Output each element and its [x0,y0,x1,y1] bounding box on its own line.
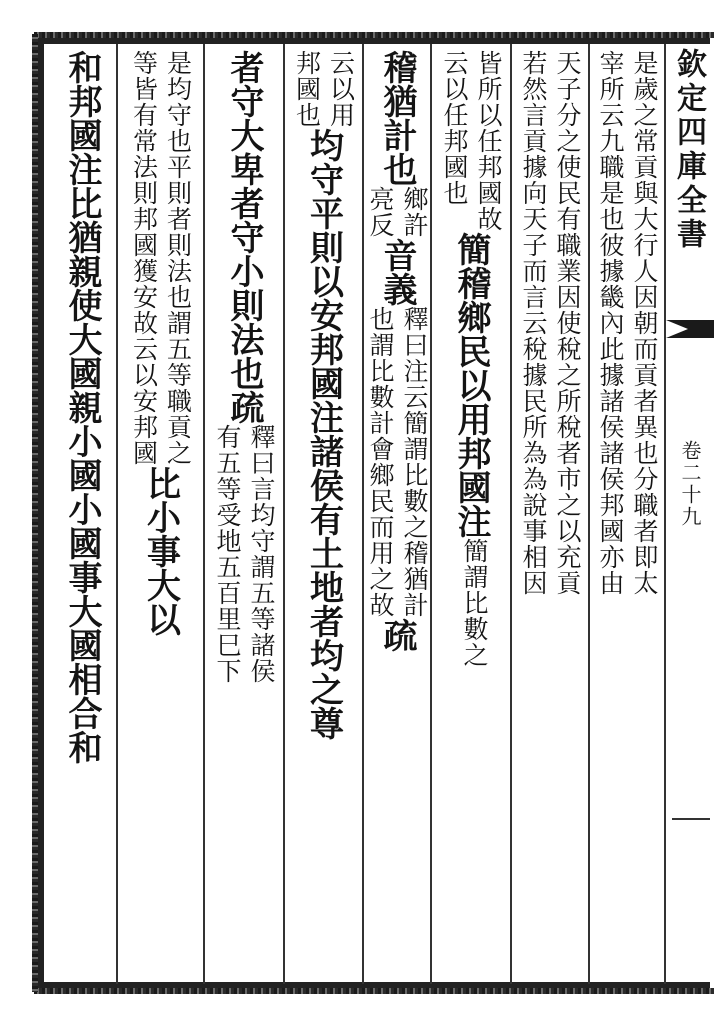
text-column-3 [432,50,510,985]
commentary-line: 是歲之常貢與大行人因朝而貢者異也分職者即太 [630,50,659,596]
main-text-segment: 簡稽鄉民以用邦國 [451,232,491,504]
commentary-line: 邦國也 [292,50,322,128]
commentary-line: 若然言貢據向天子而言云稅據民所為為說事相因 [519,50,548,596]
commentary-segment [293,50,355,128]
commentary-line: 皆所以任邦國故 [474,50,503,232]
commentary-line: 也謂比數計會鄉民而用之故 [366,306,395,618]
fish-tail-icon [666,316,714,342]
text-column-2 [512,50,588,985]
main-text-segment: 稽猶計也 [377,50,417,186]
text-column-1 [590,50,664,985]
main-text-segment: 音義 [377,238,417,306]
page-frame-bottom-edge [34,988,714,994]
juan-number: 卷二十九 [678,440,702,528]
commentary-segment [366,186,428,238]
main-text-segment: 比小事大以 [140,466,181,636]
commentary-line: 宰所云九職是也彼據畿內此據諸侯諸侯邦國亦由 [596,50,625,596]
text-column-5 [285,50,362,985]
commentary-line: 釋曰言均守謂五等諸侯 [247,424,276,684]
commentary-segment [519,50,581,596]
commentary-line: 鄉許 [400,186,429,238]
main-text-segment: 疏 [224,390,264,424]
commentary-line: 有五等受地五百里巳下 [213,424,242,684]
main-text-segment: 注 [303,400,344,434]
main-text-segment: 比猶親使大國親小國小國事大國相合和 [62,186,102,764]
header-column [666,48,710,298]
commentary-line: 等皆有常法則邦國獲安故云以安邦國 [129,50,159,466]
main-text-segment: 疏 [377,618,417,652]
text-column-6 [205,50,283,985]
commentary-segment [366,306,428,618]
commentary-line: 云以任邦國也 [440,50,469,206]
commentary-segment [130,50,192,466]
text-column-8 [48,50,116,985]
main-text-segment: 諸侯有土地者均之尊 [303,434,344,740]
commentary-line: 云以用 [326,50,356,128]
main-text-segment: 和邦國 [62,50,102,152]
main-text-segment: 注 [62,152,102,186]
book-title: 欽定四庫全書 [671,48,706,252]
commentary-line: 天子分之使民有職業因使稅之所稅者市之以充貢 [553,50,582,596]
main-text-segment: 均守平則以安邦國 [303,128,344,400]
commentary-line: 是均守也平則者則法也謂五等職貢之 [163,50,193,466]
main-text-segment: 者守大卑者守小則法也 [224,50,264,390]
commentary-segment [454,538,488,668]
commentary-segment [440,50,502,232]
commentary-line: 簡謂比數之 [460,538,489,668]
text-column-7 [118,50,203,985]
commentary-line: 釋曰注云簡謂比數之稽猶計 [400,306,429,618]
header-mark [672,818,710,820]
commentary-line: 亮反 [366,186,395,238]
main-text-segment: 注 [451,504,491,538]
commentary-segment [213,424,275,684]
commentary-segment [596,50,658,596]
text-column-4 [364,50,430,985]
